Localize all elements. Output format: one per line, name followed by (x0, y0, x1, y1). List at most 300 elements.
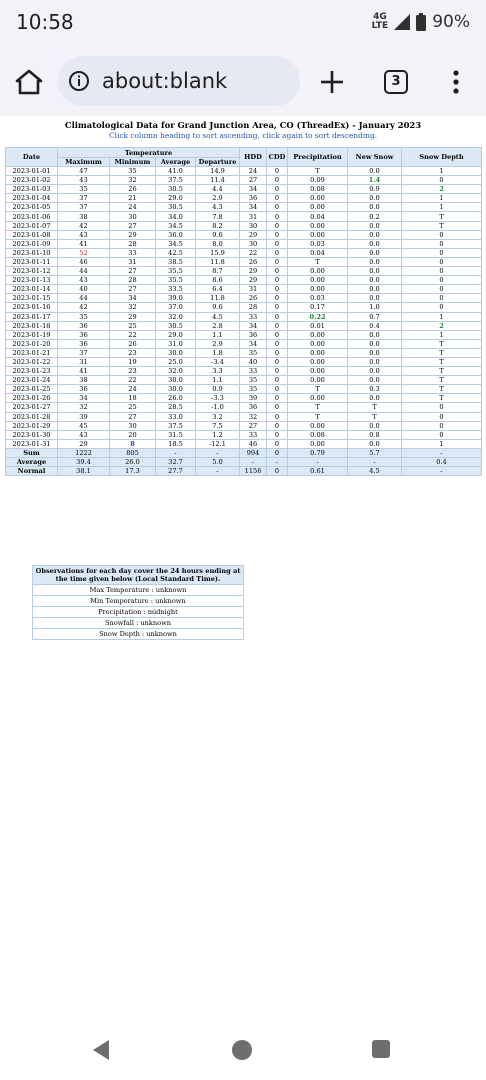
table-row (6, 439, 482, 448)
cell-hdd: 30 (240, 221, 267, 230)
cell-departure: 1.1 (196, 330, 240, 339)
col-header-date[interactable]: Date (6, 148, 58, 167)
cell-cdd: 0 (267, 303, 288, 312)
cell-maximum: 41 (58, 239, 110, 248)
summary-cell-hdd: 1156 (240, 467, 267, 476)
cell-new-snow: 0.0 (348, 439, 402, 448)
cell-date: 2023-01-25 (6, 385, 58, 394)
cell-snow-depth: 0 (402, 230, 482, 239)
cell-departure: 9.6 (196, 303, 240, 312)
cell-new-snow: 0.8 (348, 430, 402, 439)
cell-average: 26.0 (156, 394, 196, 403)
cell-cdd: 0 (267, 294, 288, 303)
table-row (6, 394, 482, 403)
climate-table-summary (6, 448, 482, 475)
cell-average: 37.5 (156, 421, 196, 430)
cell-departure: 1.2 (196, 430, 240, 439)
cell-departure: 1.8 (196, 348, 240, 357)
cell-date: 2023-01-28 (6, 412, 58, 421)
cell-snow-depth: 1 (402, 167, 482, 176)
info-icon[interactable] (68, 70, 90, 92)
cell-new-snow: 0.7 (348, 312, 402, 321)
cell-hdd: 30 (240, 239, 267, 248)
observation-header: Observations for each day cover the 24 hours ending at the time given below (Local Standard Time). (33, 566, 244, 585)
cell-snow-depth: 0 (402, 239, 482, 248)
cell-precipitation: 0.00 (288, 230, 348, 239)
cell-departure: 3.3 (196, 367, 240, 376)
cell-minimum: 29 (110, 312, 156, 321)
cell-precipitation: 0.04 (288, 212, 348, 221)
cell-hdd: 32 (240, 412, 267, 421)
cell-departure: 2.9 (196, 194, 240, 203)
cell-hdd: 31 (240, 285, 267, 294)
cell-minimum: 23 (110, 348, 156, 357)
cell-departure: 8.6 (196, 276, 240, 285)
cell-minimum: 28 (110, 276, 156, 285)
cell-cdd: 0 (267, 412, 288, 421)
recents-icon[interactable] (372, 1040, 390, 1058)
cell-new-snow: 0.0 (348, 339, 402, 348)
cell-hdd: 31 (240, 212, 267, 221)
cell-hdd: 22 (240, 248, 267, 257)
cell-maximum: 42 (58, 303, 110, 312)
observation-lines (33, 585, 244, 640)
cell-departure: 11.4 (196, 176, 240, 185)
cell-hdd: 33 (240, 430, 267, 439)
cell-departure: 4.3 (196, 203, 240, 212)
table-row (6, 330, 482, 339)
cell-cdd: 0 (267, 330, 288, 339)
cell-cdd: 0 (267, 348, 288, 357)
col-header-minimum[interactable]: Minimum (110, 158, 156, 167)
cell-new-snow: 0.0 (348, 330, 402, 339)
status-indicators (372, 12, 470, 32)
cell-snow-depth: T (402, 339, 482, 348)
cell-date: 2023-01-20 (6, 339, 58, 348)
cell-cdd: 0 (267, 385, 288, 394)
cell-cdd: 0 (267, 439, 288, 448)
cell-precipitation: T (288, 257, 348, 266)
cell-maximum: 35 (58, 312, 110, 321)
cell-minimum: 31 (110, 257, 156, 266)
col-header-snow-depth[interactable]: Snow Depth (402, 148, 482, 167)
cell-departure: 1.1 (196, 376, 240, 385)
address-bar[interactable] (58, 56, 300, 106)
cell-average: 41.0 (156, 167, 196, 176)
cell-average: 34.5 (156, 239, 196, 248)
cell-new-snow: 0.0 (348, 348, 402, 357)
cell-snow-depth: T (402, 357, 482, 366)
summary-row (6, 467, 482, 476)
cell-snow-depth: T (402, 348, 482, 357)
table-row (6, 339, 482, 348)
cell-precipitation: 0.00 (288, 357, 348, 366)
cell-date: 2023-01-07 (6, 221, 58, 230)
cell-departure: 8.2 (196, 221, 240, 230)
summary-cell-cdd: - (267, 458, 288, 467)
summary-cell-precipitation: 0.61 (288, 467, 348, 476)
summary-cell-minimum: 805 (110, 448, 156, 457)
cell-maximum: 44 (58, 267, 110, 276)
cell-minimum: 22 (110, 376, 156, 385)
cell-minimum: 27 (110, 221, 156, 230)
cell-date: 2023-01-10 (6, 248, 58, 257)
cell-date: 2023-01-15 (6, 294, 58, 303)
cell-minimum: 23 (110, 367, 156, 376)
cell-average: 38.5 (156, 257, 196, 266)
cell-date: 2023-01-13 (6, 276, 58, 285)
table-row (6, 403, 482, 412)
summary-label: Average (6, 458, 58, 467)
cell-date: 2023-01-22 (6, 357, 58, 366)
cell-precipitation: 0.22 (288, 312, 348, 321)
cell-precipitation: 0.00 (288, 285, 348, 294)
summary-cell-maximum: 39.4 (58, 458, 110, 467)
observation-row (33, 596, 244, 607)
table-row (6, 421, 482, 430)
table-row (6, 294, 482, 303)
cell-cdd: 0 (267, 312, 288, 321)
cell-maximum: 32 (58, 403, 110, 412)
table-row (6, 221, 482, 230)
cell-maximum: 34 (58, 394, 110, 403)
cell-cdd: 0 (267, 248, 288, 257)
cell-precipitation: 0.00 (288, 276, 348, 285)
cell-hdd: 39 (240, 394, 267, 403)
cell-maximum: 52 (58, 248, 110, 257)
cell-snow-depth: T (402, 221, 482, 230)
cell-hdd: 34 (240, 185, 267, 194)
cell-average: 30.0 (156, 348, 196, 357)
cell-hdd: 27 (240, 176, 267, 185)
cell-date: 2023-01-24 (6, 376, 58, 385)
cell-minimum: 34 (110, 294, 156, 303)
summary-cell-departure: - (196, 448, 240, 457)
cell-cdd: 0 (267, 285, 288, 294)
climate-table-body (6, 167, 482, 449)
cell-snow-depth: 0 (402, 421, 482, 430)
table-row (6, 321, 482, 330)
cell-departure: 14.9 (196, 167, 240, 176)
cell-date: 2023-01-05 (6, 203, 58, 212)
cell-average: 30.0 (156, 385, 196, 394)
cell-date: 2023-01-31 (6, 439, 58, 448)
cell-maximum: 36 (58, 321, 110, 330)
cell-snow-depth: 0 (402, 285, 482, 294)
cell-departure: 8.0 (196, 239, 240, 248)
col-header-new-snow[interactable]: New Snow (348, 148, 402, 167)
observation-line: Min Temperature : unknown (33, 596, 244, 607)
cell-cdd: 0 (267, 267, 288, 276)
cell-maximum: 36 (58, 330, 110, 339)
cell-date: 2023-01-29 (6, 421, 58, 430)
col-header-cdd[interactable]: CDD (267, 148, 288, 167)
cell-snow-depth: 0 (402, 176, 482, 185)
cell-snow-depth: 1 (402, 194, 482, 203)
cell-new-snow: 1.4 (348, 176, 402, 185)
cell-precipitation: T (288, 412, 348, 421)
cell-average: 32.0 (156, 312, 196, 321)
cell-snow-depth: 0 (402, 412, 482, 421)
cell-date: 2023-01-08 (6, 230, 58, 239)
cell-average: 35.5 (156, 267, 196, 276)
cell-date: 2023-01-03 (6, 185, 58, 194)
cell-maximum: 45 (58, 421, 110, 430)
summary-cell-precipitation: - (288, 458, 348, 467)
cell-date: 2023-01-26 (6, 394, 58, 403)
cell-date: 2023-01-11 (6, 257, 58, 266)
cell-minimum: 21 (110, 194, 156, 203)
cell-maximum: 40 (58, 285, 110, 294)
cell-cdd: 0 (267, 221, 288, 230)
cell-cdd: 0 (267, 376, 288, 385)
cell-maximum: 37 (58, 348, 110, 357)
cell-average: 30.5 (156, 185, 196, 194)
cell-new-snow: 0.0 (348, 421, 402, 430)
table-row (6, 303, 482, 312)
cell-maximum: 41 (58, 367, 110, 376)
summary-label: Sum (6, 448, 58, 457)
cell-snow-depth: 0 (402, 257, 482, 266)
cell-new-snow: 0.0 (348, 248, 402, 257)
cell-date: 2023-01-30 (6, 430, 58, 439)
cell-snow-depth: T (402, 212, 482, 221)
cell-departure: 4.5 (196, 312, 240, 321)
cell-precipitation: T (288, 403, 348, 412)
cell-hdd: 34 (240, 321, 267, 330)
cell-cdd: 0 (267, 339, 288, 348)
cell-new-snow: 0.0 (348, 167, 402, 176)
cell-precipitation: 0.00 (288, 348, 348, 357)
table-row (6, 194, 482, 203)
status-time: 10:58 (16, 10, 74, 34)
observation-row (33, 585, 244, 596)
cell-average: 33.0 (156, 412, 196, 421)
cell-hdd: 27 (240, 421, 267, 430)
cell-cdd: 0 (267, 185, 288, 194)
cell-average: 37.5 (156, 176, 196, 185)
cell-new-snow: 0.0 (348, 267, 402, 276)
cell-hdd: 34 (240, 203, 267, 212)
col-header-departure[interactable]: Departure (196, 158, 240, 167)
summary-cell-new-snow: 4.5 (348, 467, 402, 476)
table-row (6, 203, 482, 212)
cell-maximum: 36 (58, 339, 110, 348)
cell-minimum: 8 (110, 439, 156, 448)
cell-precipitation: T (288, 167, 348, 176)
cell-snow-depth: 2 (402, 185, 482, 194)
cell-date: 2023-01-14 (6, 285, 58, 294)
cell-hdd: 33 (240, 367, 267, 376)
cell-new-snow: 0.0 (348, 221, 402, 230)
cell-maximum: 42 (58, 221, 110, 230)
cell-average: 18.5 (156, 439, 196, 448)
cell-minimum: 25 (110, 321, 156, 330)
cell-average: 25.0 (156, 357, 196, 366)
cell-date: 2023-01-18 (6, 321, 58, 330)
cell-new-snow: 0.0 (348, 276, 402, 285)
cell-maximum: 46 (58, 257, 110, 266)
cell-snow-depth: 1 (402, 330, 482, 339)
cell-snow-depth: 1 (402, 203, 482, 212)
cell-hdd: 26 (240, 294, 267, 303)
cell-maximum: 43 (58, 430, 110, 439)
summary-cell-minimum: 26.0 (110, 458, 156, 467)
more-vert-icon[interactable] (448, 68, 464, 96)
table-row (6, 376, 482, 385)
cell-minimum: 27 (110, 267, 156, 276)
observation-times-table (32, 565, 244, 640)
cell-maximum: 35 (58, 185, 110, 194)
climate-table (5, 147, 482, 476)
cell-minimum: 30 (110, 421, 156, 430)
cell-cdd: 0 (267, 403, 288, 412)
cell-average: 30.0 (156, 376, 196, 385)
cell-departure: 15.9 (196, 248, 240, 257)
cell-minimum: 19 (110, 357, 156, 366)
cell-snow-depth: 0 (402, 248, 482, 257)
cell-maximum: 37 (58, 194, 110, 203)
cell-minimum: 24 (110, 385, 156, 394)
summary-cell-cdd: 0 (267, 448, 288, 457)
cell-date: 2023-01-01 (6, 167, 58, 176)
col-header-average[interactable]: Average (156, 158, 196, 167)
cell-maximum: 38 (58, 376, 110, 385)
cell-average: 31.5 (156, 430, 196, 439)
table-row (6, 239, 482, 248)
url-text[interactable]: about:blank (102, 69, 228, 93)
cell-average: 30.5 (156, 203, 196, 212)
cell-average: 37.0 (156, 303, 196, 312)
signal-icon (394, 14, 410, 30)
cell-minimum: 26 (110, 185, 156, 194)
table-row (6, 385, 482, 394)
summary-cell-maximum: 38.1 (58, 467, 110, 476)
cell-new-snow: 0.0 (348, 257, 402, 266)
cell-new-snow: T (348, 412, 402, 421)
cell-minimum: 35 (110, 167, 156, 176)
summary-cell-minimum: 17.3 (110, 467, 156, 476)
cell-maximum: 43 (58, 230, 110, 239)
cell-hdd: 36 (240, 194, 267, 203)
cell-date: 2023-01-02 (6, 176, 58, 185)
summary-cell-new-snow: - (348, 458, 402, 467)
cell-new-snow: 0.0 (348, 285, 402, 294)
cell-maximum: 43 (58, 176, 110, 185)
observation-row (33, 618, 244, 629)
cell-hdd: 24 (240, 167, 267, 176)
cell-precipitation: 0.00 (288, 421, 348, 430)
cell-hdd: 46 (240, 439, 267, 448)
cell-hdd: 36 (240, 403, 267, 412)
tab-switcher-icon[interactable]: 3 (384, 70, 408, 94)
cell-minimum: 33 (110, 248, 156, 257)
cell-new-snow: 0.0 (348, 203, 402, 212)
cell-maximum: 36 (58, 385, 110, 394)
table-row (6, 267, 482, 276)
cell-cdd: 0 (267, 367, 288, 376)
cell-cdd: 0 (267, 321, 288, 330)
cell-snow-depth: T (402, 376, 482, 385)
cell-date: 2023-01-09 (6, 239, 58, 248)
cell-date: 2023-01-06 (6, 212, 58, 221)
cell-departure: 4.4 (196, 185, 240, 194)
col-header-hdd[interactable]: HDD (240, 148, 267, 167)
cell-precipitation: 0.08 (288, 430, 348, 439)
cell-departure: 2.9 (196, 339, 240, 348)
summary-row (6, 458, 482, 467)
cell-date: 2023-01-12 (6, 267, 58, 276)
observation-row (33, 607, 244, 618)
summary-cell-maximum: 1222 (58, 448, 110, 457)
page-content (0, 116, 486, 1022)
table-row (6, 176, 482, 185)
cell-departure: 3.2 (196, 412, 240, 421)
cell-new-snow: 0.0 (348, 394, 402, 403)
cell-maximum: 31 (58, 357, 110, 366)
network-type: 4G LTE (371, 12, 389, 31)
cell-maximum: 39 (58, 412, 110, 421)
observation-line: Max Temperature : unknown (33, 585, 244, 596)
cell-minimum: 32 (110, 303, 156, 312)
cell-snow-depth: 0 (402, 294, 482, 303)
cell-hdd: 35 (240, 385, 267, 394)
table-row (6, 412, 482, 421)
cell-precipitation: 0.00 (288, 376, 348, 385)
table-row (6, 257, 482, 266)
cell-minimum: 28 (110, 239, 156, 248)
cell-new-snow: 0.9 (348, 185, 402, 194)
col-header-precipitation[interactable]: Precipitation (288, 148, 348, 167)
battery-percent: 90% (432, 12, 470, 32)
cell-hdd: 36 (240, 330, 267, 339)
cell-precipitation: 0.03 (288, 294, 348, 303)
summary-cell-cdd: 0 (267, 467, 288, 476)
cell-snow-depth: 0 (402, 430, 482, 439)
cell-maximum: 47 (58, 167, 110, 176)
cell-minimum: 29 (110, 230, 156, 239)
plus-icon[interactable] (318, 68, 346, 96)
cell-minimum: 25 (110, 403, 156, 412)
cell-precipitation: 0.00 (288, 330, 348, 339)
cell-precipitation: 0.00 (288, 367, 348, 376)
cell-cdd: 0 (267, 276, 288, 285)
cell-minimum: 22 (110, 330, 156, 339)
cell-departure: 7.5 (196, 421, 240, 430)
cell-departure: 6.4 (196, 285, 240, 294)
table-row (6, 357, 482, 366)
cell-precipitation: 0.00 (288, 221, 348, 230)
summary-cell-departure: 5.0 (196, 458, 240, 467)
cell-new-snow: T (348, 403, 402, 412)
summary-cell-snow-depth: - (402, 448, 482, 457)
cell-departure: 9.6 (196, 230, 240, 239)
cell-hdd: 29 (240, 267, 267, 276)
cell-minimum: 30 (110, 212, 156, 221)
home-icon[interactable] (14, 68, 44, 96)
cell-cdd: 0 (267, 176, 288, 185)
cell-date: 2023-01-21 (6, 348, 58, 357)
back-icon[interactable] (92, 1039, 110, 1061)
home-circle-icon[interactable] (232, 1040, 252, 1060)
col-header-maximum[interactable]: Maximum (58, 158, 110, 167)
cell-cdd: 0 (267, 239, 288, 248)
cell-precipitation: 0.00 (288, 267, 348, 276)
table-row (6, 285, 482, 294)
cell-cdd: 0 (267, 257, 288, 266)
cell-snow-depth: 0 (402, 403, 482, 412)
cell-snow-depth: T (402, 367, 482, 376)
